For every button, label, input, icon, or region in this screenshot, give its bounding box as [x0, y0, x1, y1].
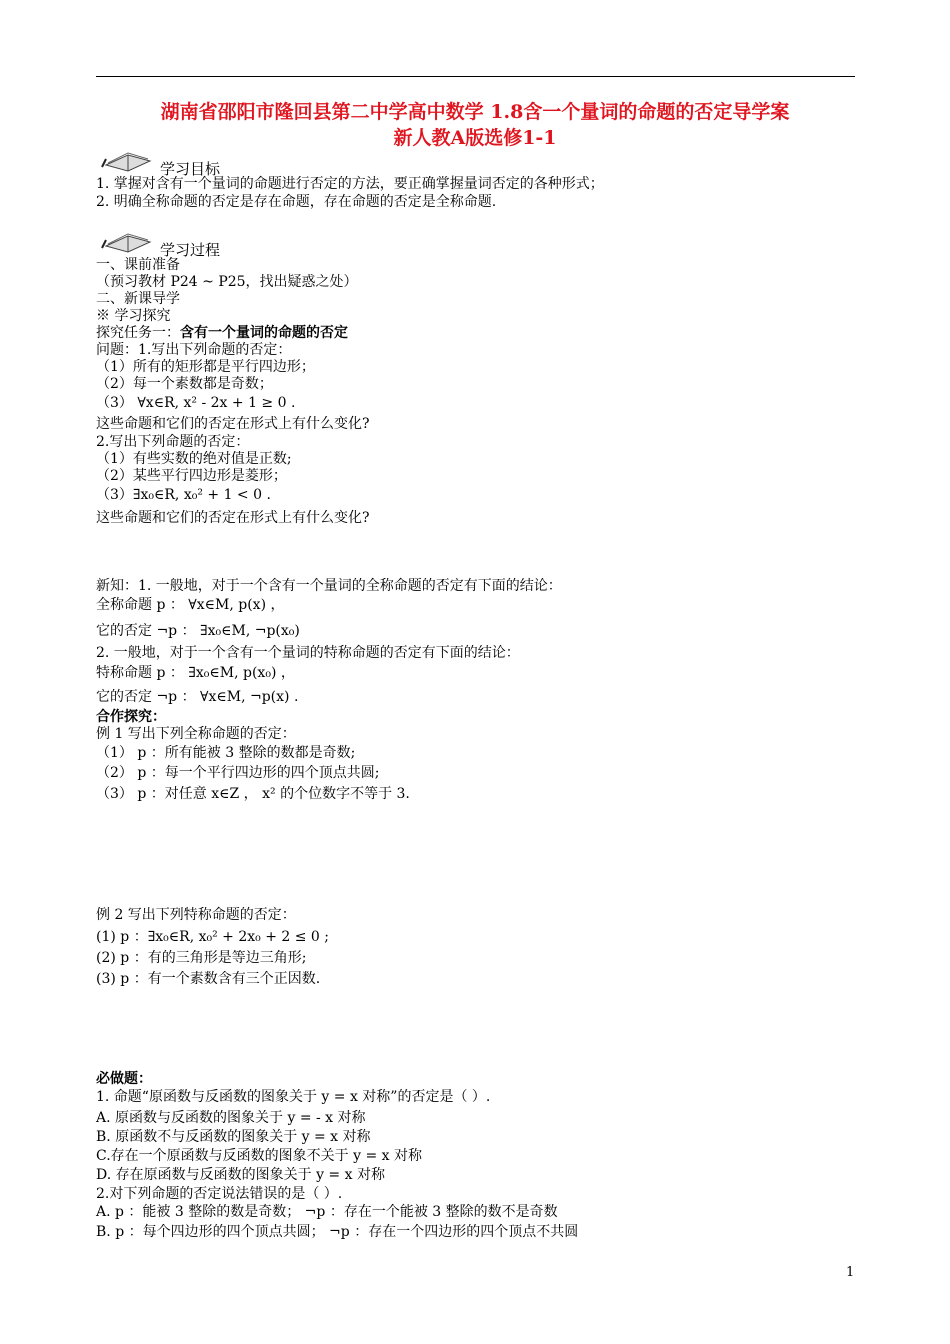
question-line: （1）所有的矩形都是平行四边形； — [96, 359, 315, 375]
example2-line: 例 2 写出下列特称命题的否定： — [96, 907, 296, 923]
question-line: 问题：1.写出下列命题的否定： — [96, 342, 292, 358]
question-line: （2）某些平行四边形是菱形； — [96, 468, 287, 484]
top-rule — [96, 76, 855, 77]
task-name: 含有一个量词的命题的否定 — [180, 325, 348, 341]
new-knowledge-line: 新知：1. 一般地，对于一个含有一个量词的全称命题的否定有下面的结论： — [96, 578, 562, 594]
question-line: 这些命题和它们的否定在形式上有什么变化? — [96, 510, 370, 526]
doc-title-line2: 新人教A版选修1-1 — [393, 127, 557, 149]
goal-item-2: 2. 明确全称命题的否定是存在命题，存在命题的否定是全称命题. — [96, 194, 497, 210]
must-do-line: B. p ：每个四边形的四个顶点共圆； ¬p ：存在一个四边形的四个顶点不共圆 — [96, 1224, 579, 1240]
example2-line: (1) p ：∃x₀∈R, x₀² + 2x₀ + 2 ≤ 0 ; — [96, 929, 330, 945]
prep-text: （预习教材 P24 ~ P25，找出疑惑之处） — [96, 274, 358, 290]
book-icon — [98, 147, 158, 173]
guide-heading: 二、新课导学 — [96, 291, 180, 307]
page-number: 1 — [846, 1265, 855, 1280]
new-knowledge-line: 2. 一般地，对于一个含有一个量词的特称命题的否定有下面的结论： — [96, 645, 520, 661]
must-do-title: 必做题： — [96, 1071, 152, 1087]
example1-line: （2） p ：每一个平行四边形的四个顶点共圆; — [96, 765, 380, 781]
explore-heading: ※ 学习探究 — [96, 308, 171, 324]
task-prefix: 探究任务一： — [96, 325, 180, 341]
question-line: （2）每一个素数都是奇数； — [96, 376, 273, 392]
must-do-line: B. 原函数不与反函数的图象关于 y = x 对称 — [96, 1129, 371, 1145]
section-heading-goals: 学习目标 — [160, 160, 221, 178]
new-knowledge-line: 特称命题 p ： ∃x₀∈M, p(x₀) ， — [96, 665, 295, 681]
example2-line: (3) p ：有一个素数含有三个正因数. — [96, 971, 321, 987]
question-line: 2.写出下列命题的否定： — [96, 434, 250, 450]
must-do-line: 2.对下列命题的否定说法错误的是（ ）. — [96, 1186, 343, 1202]
example2-line: (2) p ：有的三角形是等边三角形; — [96, 950, 307, 966]
goal-item-1: 1. 掌握对含有一个量词的命题进行否定的方法，要正确掌握量词否定的各种形式； — [96, 176, 604, 192]
must-do-line: 1. 命题“原函数与反函数的图象关于 y = x 对称”的否定是（ ）. — [96, 1089, 491, 1105]
prep-heading: 一、课前准备 — [96, 257, 180, 273]
question-line: （3）∃x₀∈R, x₀² + 1 < 0 . — [96, 487, 271, 503]
new-knowledge-line: 它的否定 ¬p ： ∀x∈M, ¬p(x) . — [96, 689, 299, 705]
must-do-line: A. p ：能被 3 整除的数是奇数； ¬p ：存在一个能被 3 整除的数不是奇数 — [96, 1204, 558, 1220]
example1-line: （3） p ：对任意 x∈Z ， x² 的个位数字不等于 3. — [96, 786, 410, 802]
task-title — [96, 325, 348, 341]
book-icon — [98, 228, 158, 254]
example1-line: （1） p ：所有能被 3 整除的数都是奇数; — [96, 745, 356, 761]
question-line: （3） ∀x∈R, x² - 2x + 1 ≥ 0 . — [96, 395, 296, 411]
must-do-line: C.存在一个原函数与反函数的图象不关于 y = x 对称 — [96, 1148, 422, 1164]
question-line: （1）有些实数的绝对值是正数; — [96, 451, 292, 467]
must-do-line: D. 存在原函数与反函数的图象关于 y = x 对称 — [96, 1167, 385, 1183]
new-knowledge-line: 全称命题 p ： ∀x∈M, p(x) ， — [96, 597, 285, 613]
must-do-line: A. 原函数与反函数的图象关于 y = - x 对称 — [96, 1110, 366, 1126]
coop-title: 合作探究： — [96, 709, 166, 725]
example1-line: 例 1 写出下列全称命题的否定： — [96, 726, 296, 742]
doc-title-line1: 湖南省邵阳市隆回县第二中学高中数学 1.8含一个量词的命题的否定导学案 — [160, 101, 790, 123]
section-heading-process: 学习过程 — [160, 241, 221, 259]
new-knowledge-line: 它的否定 ¬p ： ∃x₀∈M, ¬p(x₀) — [96, 623, 300, 639]
question-line: 这些命题和它们的否定在形式上有什么变化? — [96, 416, 370, 432]
